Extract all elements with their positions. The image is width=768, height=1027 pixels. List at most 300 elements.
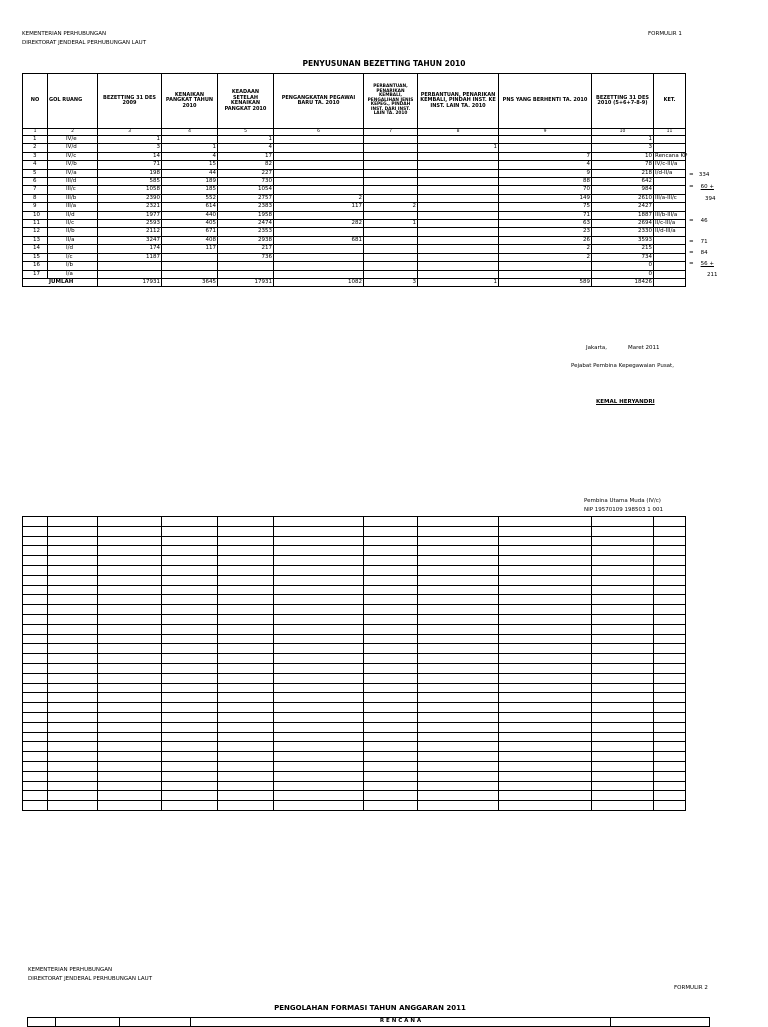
empty-cell (23, 654, 48, 664)
row-cell-keadaan (218, 270, 274, 278)
empty-cell (162, 791, 218, 801)
row-cell-berhenti: 70 (499, 186, 592, 194)
empty-cell (592, 752, 654, 762)
row-cell-b2010: 2694 (592, 220, 654, 228)
empty-cell (364, 722, 418, 732)
table-row (23, 178, 686, 186)
row-cell-keadaan: 1958 (218, 211, 274, 219)
empty-cell (499, 624, 592, 634)
row-cell-berhenti: 23 (499, 228, 592, 236)
empty-cell (654, 761, 686, 771)
empty-cell (499, 517, 592, 527)
empty-cell (418, 634, 499, 644)
empty-cell (592, 732, 654, 742)
empty-cell (23, 526, 48, 536)
ministry-name: KEMENTERIAN PERHUBUNGAN (22, 31, 107, 37)
empty-cell (218, 575, 274, 585)
empty-cell (654, 605, 686, 615)
empty-cell (48, 624, 98, 634)
empty-cell (23, 761, 48, 771)
empty-cell (274, 693, 364, 703)
empty-cell (98, 595, 162, 605)
empty-cell (218, 526, 274, 536)
empty-cell (364, 673, 418, 683)
empty-cell (218, 517, 274, 527)
empty-cell (218, 654, 274, 664)
formasi-cell (56, 1018, 120, 1027)
total-label: JUMLAH (23, 278, 98, 286)
row-no: 3 (23, 152, 48, 160)
empty-cell (218, 663, 274, 673)
row-no: 14 (23, 245, 48, 253)
empty-cell (274, 673, 364, 683)
sign-date: Maret 2011 (628, 345, 660, 351)
row-cell-kp: 440 (162, 211, 218, 219)
empty-cell (162, 742, 218, 752)
total-cell: 3 (364, 278, 418, 286)
empty-cell (274, 712, 364, 722)
empty-cell (592, 605, 654, 615)
empty-cell (499, 585, 592, 595)
empty-cell (23, 771, 48, 781)
empty-row (23, 526, 686, 536)
empty-cell (23, 575, 48, 585)
row-cell-kp (162, 136, 218, 144)
row-ket (654, 270, 686, 278)
row-cell-keadaan: 730 (218, 178, 274, 186)
col-number: 7 (364, 129, 418, 136)
empty-grid-table (22, 516, 686, 811)
table-row (23, 270, 686, 278)
row-cell-masuk (364, 253, 418, 261)
row-cell-kp: 44 (162, 169, 218, 177)
empty-cell (218, 693, 274, 703)
row-cell-kp: 552 (162, 194, 218, 202)
row-cell-masuk (364, 136, 418, 144)
row-no: 11 (23, 220, 48, 228)
empty-cell (364, 634, 418, 644)
row-cell-masuk (364, 169, 418, 177)
row-cell-baru (274, 178, 364, 186)
col-header-bezetting-2010: BEZETTING 31 DES 2010 (5+6+7-8-9) (592, 74, 654, 129)
empty-cell (418, 575, 499, 585)
row-cell-masuk (364, 178, 418, 186)
empty-cell (98, 624, 162, 634)
empty-cell (364, 761, 418, 771)
empty-cell (364, 683, 418, 693)
total-cell: 17931 (98, 278, 162, 286)
empty-cell (48, 801, 98, 811)
col-header-ket: KET. (654, 74, 686, 129)
row-no: 10 (23, 211, 48, 219)
empty-cell (654, 526, 686, 536)
row-cell-b2009 (98, 270, 162, 278)
empty-cell (418, 517, 499, 527)
empty-cell (274, 761, 364, 771)
empty-cell (499, 614, 592, 624)
empty-cell (162, 614, 218, 624)
empty-cell (48, 781, 98, 791)
row-no: 9 (23, 203, 48, 211)
empty-cell (48, 732, 98, 742)
row-cell-b2009: 2321 (98, 203, 162, 211)
col-header-bezetting-2009: BEZETTING 31 DES 2009 (98, 74, 162, 129)
empty-cell (274, 575, 364, 585)
footer-directorate-name: DIREKTORAT JENDERAL PERHUBUNGAN LAUT (28, 976, 153, 982)
row-cell-b2010: 218 (592, 169, 654, 177)
empty-cell (218, 742, 274, 752)
empty-cell (98, 663, 162, 673)
row-cell-keadaan: 82 (218, 161, 274, 169)
sign-office: Pejabat Pembina Kepegawaian Pusat, (571, 363, 674, 369)
row-cell-masuk (364, 228, 418, 236)
row-no: 6 (23, 178, 48, 186)
empty-cell (274, 752, 364, 762)
empty-cell (162, 575, 218, 585)
empty-cell (418, 565, 499, 575)
empty-cell (162, 683, 218, 693)
empty-cell (274, 585, 364, 595)
empty-cell (364, 771, 418, 781)
row-cell-b2009: 174 (98, 245, 162, 253)
side-calc-4: = 46 (689, 218, 708, 224)
row-cell-baru (274, 186, 364, 194)
empty-row (23, 536, 686, 546)
empty-cell (162, 752, 218, 762)
row-cell-masuk (364, 194, 418, 202)
empty-cell (364, 781, 418, 791)
empty-cell (218, 752, 274, 762)
row-cell-masuk (364, 152, 418, 160)
empty-cell (499, 693, 592, 703)
footer-form-label: FORMULIR 2 (674, 985, 708, 991)
row-cell-berhenti (499, 136, 592, 144)
row-cell-b2009: 14 (98, 152, 162, 160)
empty-cell (654, 693, 686, 703)
empty-cell (418, 761, 499, 771)
empty-cell (48, 614, 98, 624)
empty-cell (218, 703, 274, 713)
empty-cell (654, 565, 686, 575)
row-no: 16 (23, 262, 48, 270)
empty-cell (23, 791, 48, 801)
empty-cell (418, 644, 499, 654)
empty-cell (274, 742, 364, 752)
row-cell-masuk (364, 161, 418, 169)
empty-cell (162, 781, 218, 791)
empty-cell (48, 742, 98, 752)
empty-cell (274, 732, 364, 742)
empty-cell (98, 683, 162, 693)
empty-row (23, 663, 686, 673)
empty-cell (364, 526, 418, 536)
empty-cell (592, 673, 654, 683)
row-cell-b2010: 2610 (592, 194, 654, 202)
row-cell-kp: 189 (162, 178, 218, 186)
empty-cell (654, 575, 686, 585)
row-cell-b2010: 215 (592, 245, 654, 253)
col-header-keadaan: KEADAAN SETELAH KENAIKAN PANGKAT 2010 (218, 74, 274, 129)
table-row (23, 262, 686, 270)
row-cell-masuk (364, 245, 418, 253)
empty-cell (364, 536, 418, 546)
row-cell-keadaan: 736 (218, 253, 274, 261)
row-cell-keadaan: 1 (218, 136, 274, 144)
empty-cell (654, 703, 686, 713)
empty-row (23, 761, 686, 771)
row-cell-keluar (418, 169, 499, 177)
row-cell-keluar (418, 211, 499, 219)
empty-cell (48, 712, 98, 722)
empty-cell (364, 712, 418, 722)
empty-cell (98, 614, 162, 624)
empty-row (23, 781, 686, 791)
empty-cell (274, 654, 364, 664)
empty-cell (162, 693, 218, 703)
row-no: 12 (23, 228, 48, 236)
empty-cell (162, 703, 218, 713)
empty-cell (592, 663, 654, 673)
empty-cell (48, 654, 98, 664)
row-ket (654, 144, 686, 152)
empty-cell (654, 517, 686, 527)
row-cell-keadaan: 2474 (218, 220, 274, 228)
empty-cell (364, 732, 418, 742)
empty-row (23, 771, 686, 781)
row-cell-b2009: 1 (98, 136, 162, 144)
empty-cell (48, 595, 98, 605)
empty-cell (48, 673, 98, 683)
row-cell-b2009: 1187 (98, 253, 162, 261)
row-cell-b2010: 1 (592, 136, 654, 144)
empty-row (23, 801, 686, 811)
sign-place: Jakarta, (586, 345, 607, 351)
empty-cell (499, 556, 592, 566)
empty-cell (418, 791, 499, 801)
empty-row (23, 791, 686, 801)
row-no: 13 (23, 236, 48, 244)
empty-cell (48, 536, 98, 546)
empty-cell (499, 634, 592, 644)
sign-rank: Pembina Utama Muda (IV/c) (584, 498, 661, 504)
empty-cell (274, 614, 364, 624)
empty-cell (418, 624, 499, 634)
empty-cell (162, 761, 218, 771)
empty-cell (499, 605, 592, 615)
row-cell-kp (162, 262, 218, 270)
empty-cell (218, 732, 274, 742)
row-cell-berhenti: 2 (499, 245, 592, 253)
row-ket: II/c-III/a (654, 220, 686, 228)
empty-cell (654, 752, 686, 762)
row-cell-berhenti: 88 (499, 178, 592, 186)
formasi-cell (120, 1018, 191, 1027)
table-row (23, 136, 686, 144)
empty-cell (274, 801, 364, 811)
empty-cell (23, 722, 48, 732)
empty-cell (654, 634, 686, 644)
row-cell-masuk (364, 270, 418, 278)
empty-cell (654, 585, 686, 595)
total-cell: 17931 (218, 278, 274, 286)
row-cell-kp: 405 (162, 220, 218, 228)
side-calc-3: 394 (705, 196, 716, 202)
empty-cell (592, 703, 654, 713)
empty-row (23, 585, 686, 595)
empty-cell (592, 781, 654, 791)
empty-cell (592, 742, 654, 752)
row-cell-keluar (418, 136, 499, 144)
row-cell-keluar (418, 178, 499, 186)
sign-nip: NIP 19570109 198503 1 001 (584, 507, 664, 513)
row-cell-b2010: 642 (592, 178, 654, 186)
empty-cell (654, 742, 686, 752)
empty-cell (98, 771, 162, 781)
total-cell: 589 (499, 278, 592, 286)
empty-cell (418, 526, 499, 536)
row-cell-keluar (418, 152, 499, 160)
empty-cell (162, 801, 218, 811)
row-cell-b2009: 198 (98, 169, 162, 177)
total-cell (654, 278, 686, 286)
row-cell-keluar (418, 186, 499, 194)
empty-cell (48, 693, 98, 703)
formasi-table (27, 1017, 710, 1027)
empty-cell (654, 722, 686, 732)
empty-cell (499, 752, 592, 762)
empty-cell (499, 791, 592, 801)
empty-cell (98, 752, 162, 762)
empty-cell (218, 614, 274, 624)
empty-cell (218, 624, 274, 634)
table-row (23, 228, 686, 236)
empty-cell (23, 605, 48, 615)
table-row (23, 253, 686, 261)
empty-cell (364, 575, 418, 585)
row-cell-keadaan: 2353 (218, 228, 274, 236)
row-cell-b2009: 3 (98, 144, 162, 152)
empty-cell (418, 712, 499, 722)
empty-cell (418, 801, 499, 811)
row-cell-keluar (418, 253, 499, 261)
empty-cell (592, 575, 654, 585)
empty-cell (592, 556, 654, 566)
row-cell-kp: 614 (162, 203, 218, 211)
empty-cell (48, 644, 98, 654)
empty-cell (98, 732, 162, 742)
empty-cell (364, 517, 418, 527)
row-ket (654, 203, 686, 211)
empty-cell (98, 801, 162, 811)
empty-cell (218, 673, 274, 683)
empty-row (23, 595, 686, 605)
empty-cell (592, 683, 654, 693)
empty-cell (218, 595, 274, 605)
empty-cell (48, 585, 98, 595)
row-ket: II/d-III/a (654, 228, 686, 236)
empty-cell (274, 644, 364, 654)
row-cell-kp (162, 253, 218, 261)
row-cell-keluar (418, 228, 499, 236)
empty-cell (23, 801, 48, 811)
empty-cell (499, 575, 592, 585)
row-cell-berhenti: 9 (499, 169, 592, 177)
empty-cell (48, 761, 98, 771)
empty-cell (418, 585, 499, 595)
empty-cell (592, 565, 654, 575)
empty-row (23, 703, 686, 713)
empty-cell (499, 703, 592, 713)
empty-cell (418, 752, 499, 762)
empty-cell (499, 761, 592, 771)
row-gol: III/b (48, 194, 98, 202)
row-cell-kp: 117 (162, 245, 218, 253)
empty-cell (499, 801, 592, 811)
empty-cell (23, 517, 48, 527)
empty-cell (418, 663, 499, 673)
empty-cell (23, 644, 48, 654)
footer-ministry-name: KEMENTERIAN PERHUBUNGAN (28, 967, 113, 973)
row-cell-b2010: 734 (592, 253, 654, 261)
empty-cell (592, 526, 654, 536)
side-calc-6: = 84 (689, 250, 708, 256)
row-cell-b2009: 585 (98, 178, 162, 186)
empty-cell (654, 663, 686, 673)
empty-cell (499, 722, 592, 732)
row-ket (654, 236, 686, 244)
empty-cell (23, 536, 48, 546)
empty-cell (23, 634, 48, 644)
row-cell-b2010: 2427 (592, 203, 654, 211)
row-cell-b2010: 984 (592, 186, 654, 194)
empty-cell (592, 693, 654, 703)
row-cell-masuk (364, 144, 418, 152)
empty-cell (48, 565, 98, 575)
empty-row (23, 546, 686, 556)
empty-cell (218, 585, 274, 595)
empty-cell (364, 801, 418, 811)
side-calc-2: = 60 + (689, 184, 714, 190)
empty-cell (162, 536, 218, 546)
empty-cell (418, 771, 499, 781)
empty-cell (592, 712, 654, 722)
empty-cell (23, 556, 48, 566)
empty-cell (23, 732, 48, 742)
empty-cell (499, 673, 592, 683)
empty-cell (364, 585, 418, 595)
row-ket: III/a-III/c (654, 194, 686, 202)
empty-cell (218, 781, 274, 791)
empty-cell (218, 771, 274, 781)
empty-cell (592, 634, 654, 644)
empty-cell (418, 693, 499, 703)
table-row (23, 186, 686, 194)
row-ket (654, 178, 686, 186)
empty-cell (98, 517, 162, 527)
empty-cell (654, 644, 686, 654)
empty-cell (218, 712, 274, 722)
empty-cell (592, 585, 654, 595)
row-cell-b2009: 2593 (98, 220, 162, 228)
empty-cell (98, 761, 162, 771)
empty-cell (274, 546, 364, 556)
row-no: 4 (23, 161, 48, 169)
empty-cell (654, 536, 686, 546)
empty-cell (23, 673, 48, 683)
row-cell-keluar (418, 262, 499, 270)
empty-cell (162, 673, 218, 683)
empty-cell (218, 605, 274, 615)
